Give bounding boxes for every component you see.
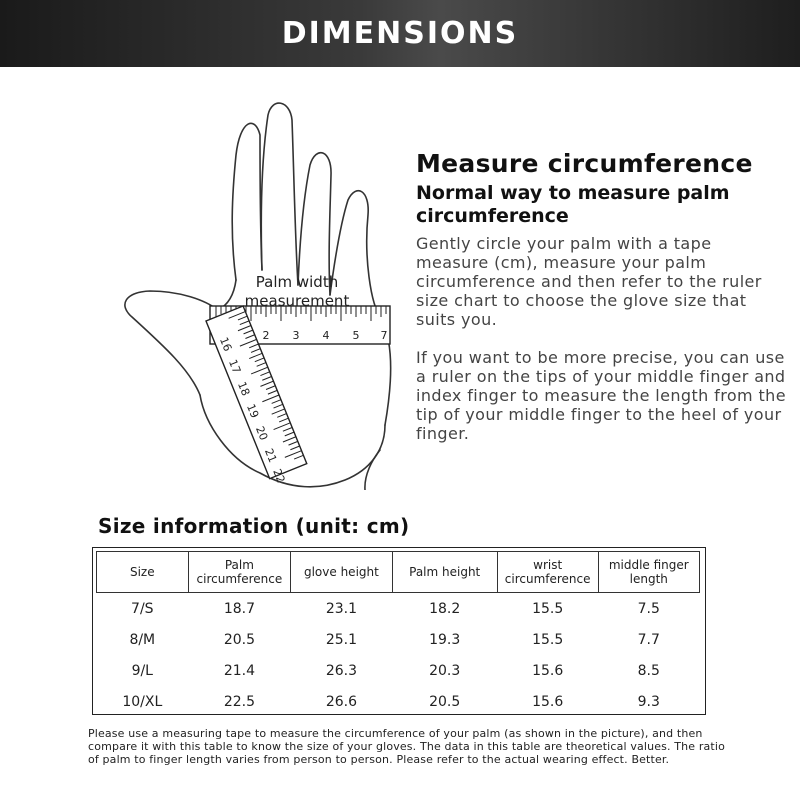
- table-cell: 23.1: [325, 600, 357, 617]
- header-glove-height: glove height: [291, 552, 392, 593]
- top-ruler-tick: 7: [380, 329, 388, 342]
- measure-instructions: [416, 148, 786, 443]
- header-size: Size: [97, 552, 189, 593]
- table-cell: 22.5: [223, 693, 255, 710]
- measure-paragraph-2: If you want to be more precise, you can use a ruler on the tips of your middle finger and index finger to measure the length from the tip of your middle finger to the heel of your finger.: [416, 348, 786, 443]
- table-cell: 20.5: [429, 693, 461, 710]
- measure-paragraph-1: Gently circle your palm with a tape measure (cm), measure your palm circumference and then refer to the ruler size chart to choose the glove size that suits you.: [416, 234, 762, 329]
- table-cell: 9/L: [131, 662, 153, 679]
- table-cell: 19.3: [429, 631, 461, 648]
- table-cell: 15.5: [532, 600, 564, 617]
- side-ruler-tick: 17: [226, 357, 244, 376]
- table-cell: 15.6: [532, 662, 564, 679]
- palm-width-label-line1: Palm width: [255, 273, 339, 291]
- side-ruler-tick: 20: [252, 424, 271, 443]
- measure-subheading: Normal way to measure palm circumference: [416, 182, 730, 227]
- table-cell: 15.5: [532, 631, 564, 648]
- table-cell: 7/S: [131, 600, 154, 617]
- side-ruler-tick: 21: [261, 446, 280, 465]
- table-cell: 21.4: [223, 662, 255, 679]
- top-ruler-tick: 3: [292, 329, 300, 342]
- page-title: DIMENSIONS: [281, 16, 519, 51]
- table-cell: 7.5: [637, 600, 660, 617]
- top-ruler-tick: 5: [352, 329, 360, 342]
- header-wrist-circumference: wrist circumference: [497, 552, 598, 593]
- table-row: [97, 624, 700, 655]
- palm-width-label-line2: measurement: [244, 292, 350, 310]
- size-info-title: Size information (unit: cm): [98, 514, 410, 538]
- size-table: [92, 547, 706, 715]
- table-cell: 26.3: [325, 662, 357, 679]
- header-palm-height: Palm height: [392, 552, 497, 593]
- table-cell: 15.6: [532, 693, 564, 710]
- side-ruler-tick: 18: [235, 379, 253, 398]
- side-ruler-tick: 16: [217, 335, 235, 354]
- measure-heading: Measure circumference: [416, 149, 753, 178]
- footnote: Please use a measuring tape to measure the circumference of your palm (as shown in the picture), and then compare it with this table to know the size of your gloves. The data in this table are theoretical values. The ratio of palm to finger length varies from person to person. Please refer to the actual wearing effect. Better.: [88, 727, 725, 766]
- table-cell: 26.6: [325, 693, 357, 710]
- table-cell: 8/M: [129, 631, 156, 648]
- table-row: [97, 686, 700, 717]
- size-table-header-row: [97, 552, 700, 593]
- table-cell: 25.1: [325, 631, 357, 648]
- table-cell: 20.3: [429, 662, 461, 679]
- hand-measurement-illustration: [110, 95, 410, 490]
- header-banner: [0, 0, 800, 67]
- table-cell: 10/XL: [122, 693, 163, 710]
- table-cell: 18.7: [223, 600, 255, 617]
- header-palm-circumference: Palm circumference: [188, 552, 291, 593]
- top-ruler-tick: 4: [322, 329, 330, 342]
- table-cell: 7.7: [637, 631, 660, 648]
- table-row: [97, 593, 700, 625]
- side-ruler-tick: 22: [270, 467, 288, 485]
- table-cell: 8.5: [637, 662, 660, 679]
- table-cell: 9.3: [637, 693, 660, 710]
- header-middle-finger-length: middle finger length: [598, 552, 699, 593]
- top-ruler-tick: 2: [262, 329, 270, 342]
- side-ruler-tick: 19: [243, 402, 262, 421]
- table-cell: 18.2: [429, 600, 461, 617]
- table-row: [97, 655, 700, 686]
- table-cell: 20.5: [223, 631, 255, 648]
